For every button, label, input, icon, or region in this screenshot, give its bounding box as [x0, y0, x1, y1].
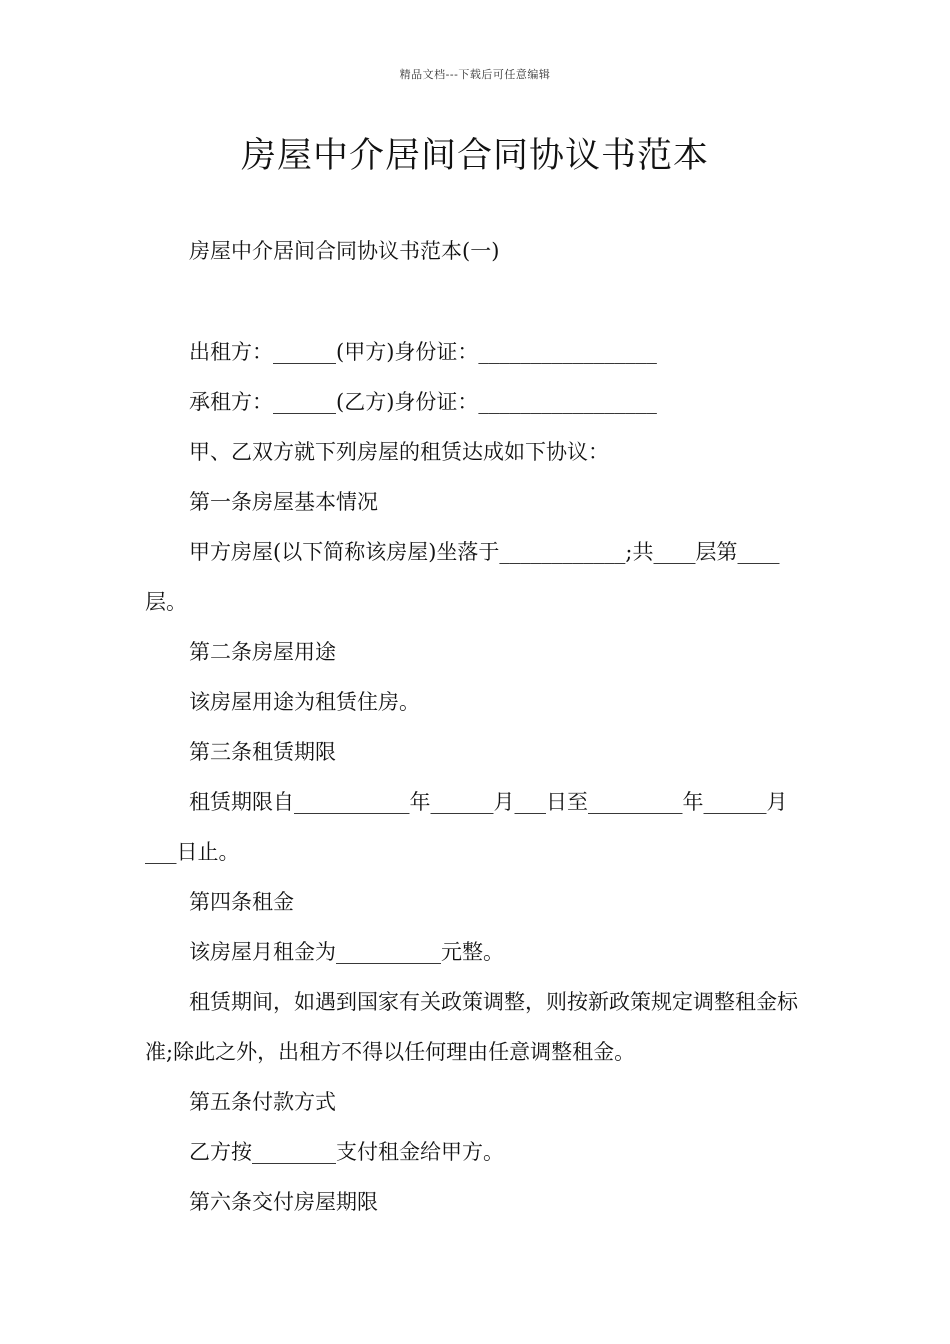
lessor-line: 出租方：______(甲方)身份证：_________________ — [189, 340, 657, 364]
article-1-text: 甲方房屋(以下简称该房屋)坐落于____________;共____层第____层。 — [145, 540, 780, 614]
article-2-text: 该房屋用途为租赁住房。 — [189, 690, 420, 714]
article-4-adjustment-text: 租赁期间，如遇到国家有关政策调整，则按新政策规定调整租金标准;除此之外，出租方不得以任何理由任意调整租金。 — [145, 990, 798, 1064]
article-6-heading: 第六条交付房屋期限 — [189, 1190, 378, 1214]
article-3-text: 租赁期限自___________年______月___日至_________年______月___日止。 — [145, 790, 788, 864]
article-1-heading: 第一条房屋基本情况 — [189, 490, 378, 514]
document-title: 房屋中介居间合同协议书范本 — [240, 136, 709, 176]
lessee-line: 承租方：______(乙方)身份证：_________________ — [189, 390, 657, 414]
article-4-heading: 第四条租金 — [189, 890, 294, 914]
article-2-heading: 第二条房屋用途 — [189, 640, 336, 664]
agreement-intro: 甲、乙双方就下列房屋的租赁达成如下协议： — [189, 440, 609, 464]
article-5-heading: 第五条付款方式 — [189, 1090, 336, 1114]
document-subtitle: 房屋中介居间合同协议书范本(一) — [189, 239, 500, 263]
header-note: 精品文档---下载后可任意编辑 — [399, 68, 551, 81]
article-4-text: 该房屋月租金为__________元整。 — [189, 940, 504, 964]
document-body — [145, 327, 810, 1227]
article-3-heading: 第三条租赁期限 — [189, 740, 336, 764]
subtitle-block — [145, 226, 810, 276]
article-5-text: 乙方按________支付租金给甲方。 — [189, 1140, 504, 1164]
